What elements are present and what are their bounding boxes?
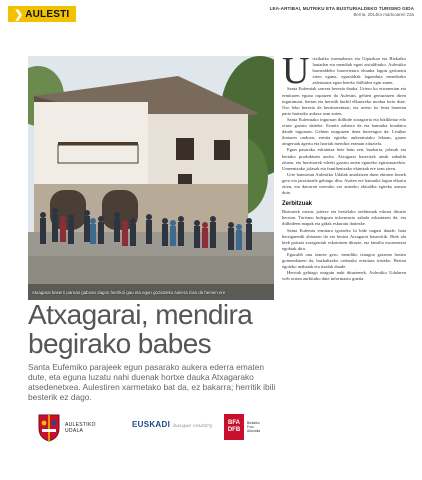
article-subhead: Zerbitzuak [282,201,313,208]
article-paragraph: Herriak gehiago ezagutu nahi dituztenek, Aulestiko Udalaren web orrian aurkituko dute informazio guztia. [282,270,406,282]
euskadi-logo [132,420,212,429]
article-paragraph: Santa Eufemiak sarrera berezia dauka. Urtero ko erromerian eta ermitaren eguna ospatzen da Aulestin, gehien gerturatzen diren ingurumari, bertan eta herritik hurbil elkartzeko modua lortu dute. Oso leku berezia da herritarrentzat, eta urtero ko festa honetan parte hartzeko aukera izan zuten. [282,86,406,116]
bfa-box [224,414,244,440]
publication-title: LEA-ARTIBAI, MUTRIKU ETA BUSTURIALDEKO TURISMO GIDA [269,6,414,11]
article-paragraph: Santa Eufemiako inguruan ibilbide zoragarria eta bizikletaz edo oinez gozatu daiteke. Ermita zaharra da eta hamaika kondaira daude inguruan. Gehien ezagutzen dena hurrengoa da: Leaibar ibaiaren ondoan, ermita egiteko aukeratutako lekuan, gauez aingeruak agertu eta harriak mendira eraman zituztela. [282,116,406,147]
bfa-line2: DFB [227,427,241,433]
article-photo [28,56,274,300]
article-paragraph: Eguraldi ona izanez gero, mendiko txangoa goizean hastea gomendatzen da, bazkaltzeko ordurako ermitara iristeko. Bertan egoteko mahaiak eta itzalak daude. [282,251,406,270]
bfa-sub-line: Aldundia [247,429,261,433]
udala-line1: AULESTIKO [65,421,96,428]
euskadi-wordmark: EUSKADI [132,420,171,429]
header-info [270,6,414,17]
bfa-sub-line: Foru [247,425,254,429]
bfa-line1: BFA [228,420,240,426]
article-body [282,50,406,282]
aulesti-udala-logo [38,414,96,442]
bfa-sub-line: Bizkaiko [247,421,260,425]
page-header [0,0,422,32]
euskadi-tagline: basque country [173,423,213,429]
article-paragraph: Santa Eufemia ermitara igotzeko bi bide nagusi daude: bata herrigunetik abiatzen da eta bestea Atxagarai baserritik. Biek ala biek paisaia zoragarriak eskaintzen dituzte, eta familia osoarentzat egokiak dira. [282,227,406,251]
article-lead: Santa Eufemiko parajeek egun pasarako aukera ederra ematen dute, eta eguna luzatu nahi duenak hortxe dauka Atxagarako atsedenetxea. Aulestiren xarmetako bat da, ez bakarra; herritik ibili besterik ez dago. [28,362,276,402]
article-paragraph: Urte batzuetan Aulestiko Udalak antolatzen duen ekimen honek gero eta jarraitzaile gehiago ditu. Aurten ere hamaika lagun elkartu ziren, eta datorren urterako ere antzeko ekitaldia egiteko asmoa dute. [282,171,406,196]
chevron-right-icon: ❯ [14,8,24,21]
article-paragraph: Bisitariek ostatu, jatetxe eta bestelako zerbitzuak eskura dituzte herrian. Turismo bulegoan informazio zabala eskaintzen da, eta ibilbideen mapak eta gidak eskuratu daitezke. [282,209,406,227]
article-paragraph: Egun pasarako eskaintza bete batu zen, bazkaria, jolasak eta bertako produktuen azoka. Atxagarai baserriak ateak zabaldu zituen, eta herritarrek ederki gozatu zuten eguneko egitarauarekin. Umeentzako jolasak eta familientzako ekintzak ere izan ziren. [282,147,406,171]
section-tag [8,6,76,22]
article-paragraph: rtxikaiko iturmaharra eta Gipuzkoa eta Bizkaiko lautadan eta mendiak egart aisialdirako. Aulestiko barnealdeko baserrietara ehunka lagun gerturatu ziren eguna, eguraldiak lagunduta mendirako zaletasuna egun beteko ibilbidea egin zuten. [312,56,406,86]
photo-caption: Atxagarai baserri parean gaboan dagon herrikoi gau eta egun gozatzeko aukera izan da hemen ere [32,290,226,295]
publication-date: Berria, 2014ko martxoaren 23a [353,12,414,17]
coat-of-arms-icon [38,414,60,442]
udala-line2: UDALA [65,428,84,434]
section-label: AULESTI [25,8,70,20]
drop-cap: U [282,50,310,92]
article-headline: Atxagarai, mendira begirako babes [28,299,253,359]
sponsor-logos [28,408,276,448]
bfa-logo [224,414,260,440]
